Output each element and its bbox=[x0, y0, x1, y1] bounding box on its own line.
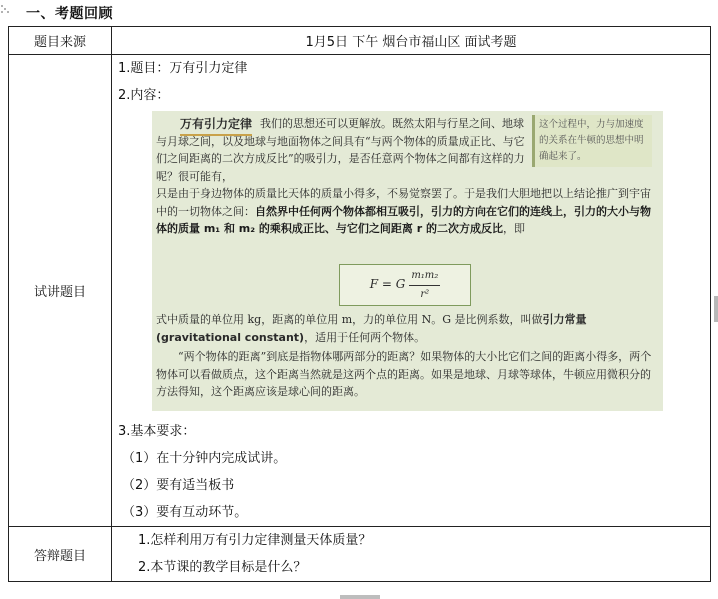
exam-review-table bbox=[8, 26, 711, 582]
source-label: 题目来源 bbox=[9, 27, 112, 55]
gravitational-constant-term: 引力常量 (gravitational constant) bbox=[156, 313, 587, 344]
requirement-item: （2）要有适当板书 bbox=[122, 478, 235, 493]
formula-numerator: m₁m₂ bbox=[409, 267, 440, 286]
source-value: 1月5日 下午 烟台市福山区 面试考题 bbox=[112, 27, 711, 55]
scrollbar-thumb[interactable] bbox=[714, 296, 718, 322]
section-heading: 一、考题回顾 bbox=[26, 6, 113, 22]
textbook-paragraph-1: 我们的思想还可以更解放。既然太阳与行星之间、地球与月球之间，以及地球与地面物体之间具有“与两个物体的质量成正比、与它们之间距离的二次方成反比”的吸引力，是否任意两个物体之间都有这样的力呢？很可能有， bbox=[156, 117, 525, 183]
lecture-label: 试讲题目 bbox=[9, 55, 112, 527]
requirement-item: （1）在十分钟内完成试讲。 bbox=[122, 451, 287, 466]
topic-line: 1.题目：万有引力定律 bbox=[118, 61, 248, 76]
textbook-image-wrap bbox=[112, 109, 710, 418]
defense-question: 1.怎样利用万有引力定律测量天体质量？ bbox=[138, 533, 372, 548]
dotted-corner-marker-icon bbox=[0, 4, 10, 14]
defense-content bbox=[112, 527, 711, 582]
textbook-heading: 万有引力定律 bbox=[180, 116, 252, 136]
formula-denominator: r² bbox=[420, 288, 430, 300]
textbook-paragraph-3 bbox=[156, 311, 661, 346]
resize-handle[interactable] bbox=[340, 595, 380, 599]
requirement-item: （3）要有互动环节。 bbox=[122, 505, 248, 520]
content-label: 2.内容： bbox=[118, 88, 170, 103]
textbook-paragraph-2 bbox=[156, 185, 661, 238]
textbook-paragraph-2-tail: ，即 bbox=[502, 222, 525, 235]
textbook-paragraph-3-plain: 式中质量的单位用 kg，距离的单位用 m，力的单位用 N。G 是比例系数，叫做 bbox=[156, 313, 543, 326]
textbook-sidenote: 这个过程中，力与加速度的关系在牛顿的思想中明确起来了。 bbox=[532, 115, 652, 167]
lecture-row bbox=[9, 55, 711, 527]
textbook-paragraph-3-tail: ，适用于任何两个物体。 bbox=[304, 330, 426, 344]
textbook-excerpt-image bbox=[152, 111, 663, 411]
textbook-paragraph-2-plain: 只是由于身边物体的质量比天体的质量小得多，不易觉察罢了。于是我们大胆地把以上结论推广到宇宙中的一切物体之间： bbox=[156, 187, 651, 218]
gravitation-law-statement: 自然界中任何两个物体都相互吸引，引力的方向在它们的连线上，引力的大小与物体的质量 m₁ 和 m₂ 的乘积成正比、与它们之间距离 r 的二次方成反比 bbox=[156, 204, 651, 235]
textbook-paragraph-4: “两个物体的距离”到底是指物体哪两部分的距离？如果物体的大小比它们之间的距离小得多，两个物体可以看做质点，这个距离当然就是这两个点的距离。如果是地球、月球等球体，牛顿应用微积分的方法得知，这个距离应该是球心间的距离。 bbox=[156, 350, 652, 398]
defense-label: 答辩题目 bbox=[9, 527, 112, 582]
source-row bbox=[9, 27, 711, 55]
formula-lhs: F = G bbox=[369, 277, 406, 292]
defense-question: 2.本节课的教学目标是什么？ bbox=[138, 560, 307, 575]
formula-fraction bbox=[409, 267, 440, 303]
lecture-content bbox=[112, 55, 711, 527]
requirements-label: 3.基本要求： bbox=[118, 424, 196, 439]
gravitation-formula bbox=[339, 264, 471, 306]
defense-row bbox=[9, 527, 711, 582]
